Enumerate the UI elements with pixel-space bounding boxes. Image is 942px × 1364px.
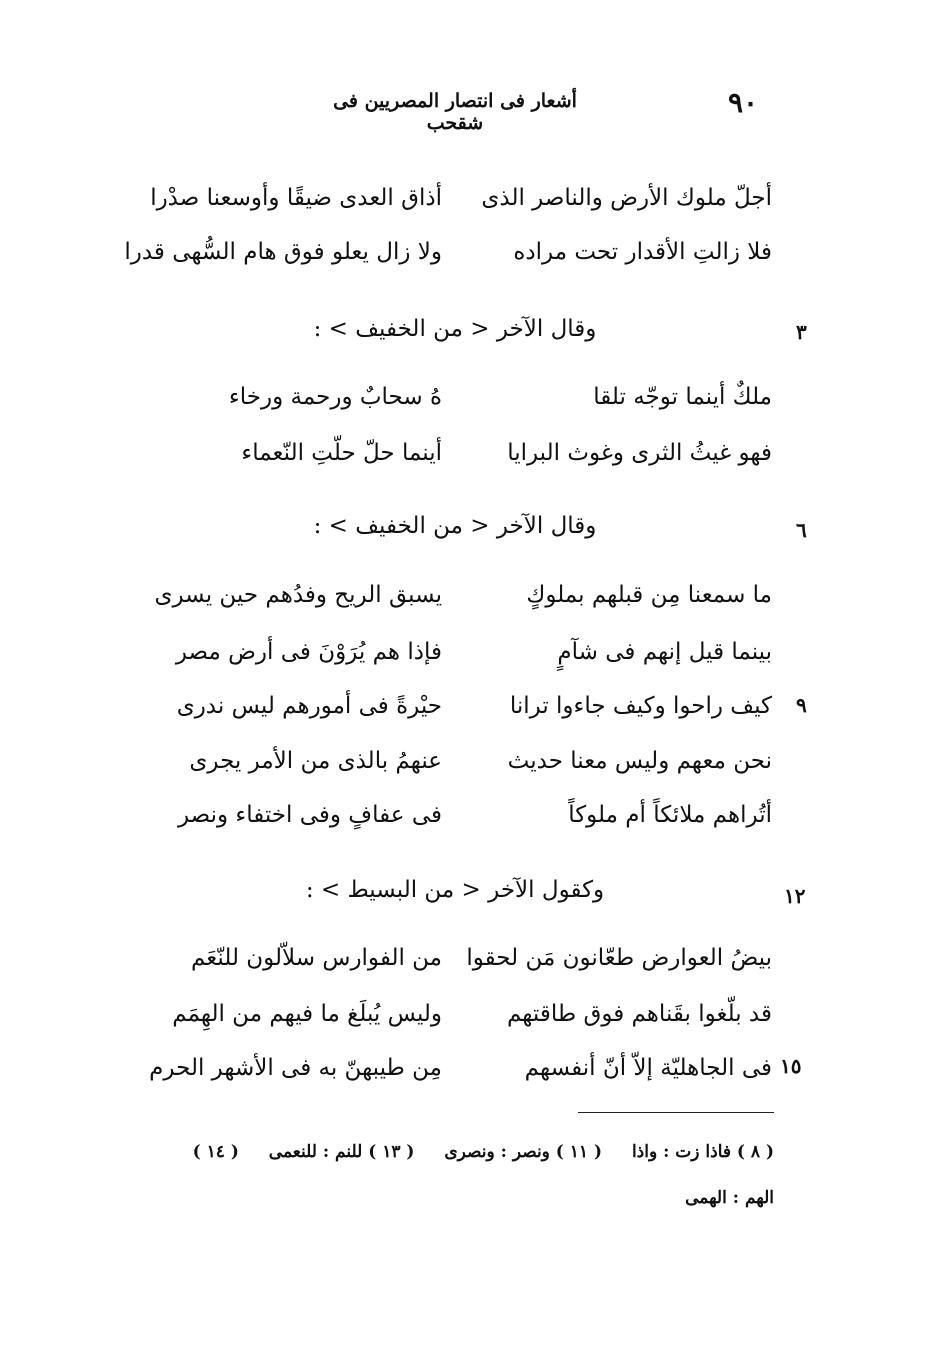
second-hemistich: حيْرةً فى أمورهم ليس ندرى: [176, 693, 442, 719]
second-hemistich: من الفوارس سلاّلون للنّعَم: [191, 945, 442, 971]
second-hemistich: وليس يُبلَغ ما فيهم من الهِمَم: [172, 1001, 442, 1027]
second-hemistich: هُ سحابٌ ورحمة ورخاء: [228, 384, 442, 410]
page-number: ٩٠: [728, 86, 759, 119]
footnote-item: ( ١٤ ): [192, 1142, 239, 1162]
footnote-rule: [578, 1112, 774, 1113]
verse-line: [120, 178, 790, 218]
verse-line: [120, 232, 790, 272]
first-hemistich: ما سمعنا مِن قبلهم بملوكٍ: [526, 582, 772, 608]
second-hemistich: مِن طيبهنّ به فى الأشهر الحرم: [149, 1055, 442, 1081]
second-hemistich: عنهمُ بالذى من الأمر يجرى: [189, 748, 442, 774]
first-hemistich: بينما قيل إنهم فى شآمٍ: [557, 639, 772, 665]
verse-line: [120, 686, 790, 726]
verse-line: [120, 377, 790, 417]
second-hemistich: ولا زال يعلو فوق هام السُّهى قدرا: [124, 239, 442, 265]
line-number: ٣: [796, 320, 807, 344]
verse-line: [120, 433, 790, 473]
verse-line: [120, 1048, 790, 1088]
section-heading: وقال الآخر < من الخفيف > :: [313, 316, 597, 342]
first-hemistich: نحن معهم وليس معنا حديث: [507, 748, 772, 774]
verse-line: [120, 632, 790, 672]
line-number: ٦: [796, 518, 807, 542]
footnote-item: ( ٨ ) فاذا زت : واذا: [631, 1142, 774, 1162]
first-hemistich: أتُراهم ملائكاً أم ملوكاً: [568, 802, 772, 828]
second-hemistich: أينما حلّ حلّتِ النّعماء: [241, 440, 442, 466]
section-heading: وقال الآخر < من الخفيف > :: [313, 513, 597, 539]
first-hemistich: أجلّ ملوك الأرض والناصر الذى: [481, 185, 772, 211]
footnote-item: ( ١٣ ) للنم : للنعمى: [268, 1142, 415, 1162]
running-title: أشعار فى انتصار المصريين فى شقحب: [333, 90, 577, 134]
second-hemistich: فى عفافٍ وفى اختفاء ونصر: [177, 802, 442, 828]
line-number: ١٢: [784, 884, 806, 908]
verse-line: [120, 938, 790, 978]
verse-line: [120, 795, 790, 835]
verse-line: [120, 741, 790, 781]
first-hemistich: فهو غيثُ الثرى وغوث البرايا: [507, 440, 772, 466]
page-header: [0, 86, 942, 134]
section-heading: وكقول الآخر < من البسيط > :: [305, 877, 605, 903]
line-number: ١٥: [780, 1054, 802, 1078]
footnote-line: [169, 1142, 774, 1162]
second-hemistich: فإذا هم يُرَوْنَ فى أرض مصر: [175, 639, 442, 665]
footnote-item: ( ١١ ) ونصر : ونصرى: [444, 1142, 603, 1162]
first-hemistich: كيف راحوا وكيف جاءوا ترانا: [509, 693, 772, 719]
first-hemistich: فى الجاهليّة إلاّ أنّ أنفسهم: [524, 1055, 772, 1081]
first-hemistich: بيضُ العوارض طعّانون مَن لحقوا: [466, 945, 772, 971]
verse-line: [120, 575, 790, 615]
verse-line: [120, 994, 790, 1034]
first-hemistich: ملكٌ أينما توجّه تلقا: [593, 384, 772, 410]
first-hemistich: قد بلّغوا بقَناهم فوق طاقتهم: [507, 1001, 772, 1027]
second-hemistich: يسبق الريح وفدُهم حين يسرى: [154, 582, 442, 608]
first-hemistich: فلا زالتِ الأقدار تحت مراده: [513, 239, 772, 265]
second-hemistich: أذاق العدى ضيقًا وأوسعنا صدْرا: [150, 185, 442, 211]
footnote-line: الهم : الهمى: [685, 1188, 774, 1208]
line-number: ٩: [796, 693, 807, 717]
